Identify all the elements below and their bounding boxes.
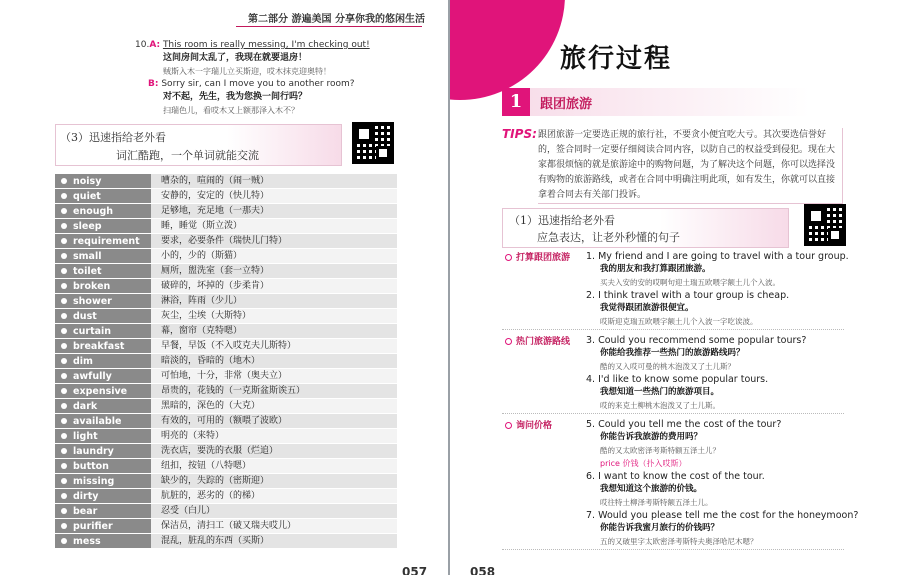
vocab-definition: 可怕地，十分，非常（奥夫立） [151,369,397,384]
vocab-word: enough [55,204,151,219]
sentence-entry: 5. Could you tell me the cost of the tour? 你能告诉我旅游的费用吗？ 酷的又太欧密泽考斯特额五泽土儿？ price 价钱（扑入哎斯） [586,419,782,468]
dialog-a-chinese: 这间房间太乱了，我现在就要退房！ [163,53,308,63]
section-title-box-2 [502,208,789,248]
vocab-row [55,519,397,534]
subsection-label: 跟团旅游 [540,97,593,112]
vocab-row [55,339,397,354]
vocab-word: light [55,429,151,444]
vocab-row [55,399,397,414]
vocab-row [55,489,397,504]
vocab-row [55,324,397,339]
sentence-entry: 6. I want to know the cost of the tour. 我想知道这个旅游的价钱。 哎往特土柳泽考斯特额五泽土儿。 [586,471,765,507]
divider [502,413,844,414]
vocab-definition: 嘈杂的，喧闹的（闹一贼） [151,174,397,189]
vocab-word: awfully [55,369,151,384]
running-header: 第二部分 游遍美国 分享你我的悠闲生活 [248,14,425,25]
qr-code-icon[interactable] [352,122,394,164]
vocab-word: broken [55,279,151,294]
bullet-icon [505,422,512,429]
vocab-definition: 睡，睡觉（斯立泼） [151,219,397,234]
qr-code-icon[interactable] [804,204,846,246]
header-rule [236,26,422,27]
section-title-2-line1: （1）迅速指给老外看 [509,214,615,227]
vocab-word: noisy [55,174,151,189]
vocab-word: available [55,414,151,429]
subsection-heading [502,88,844,116]
dialog-b-english: Sorry sir, can I move you to another room? [161,79,355,89]
vocab-word: breakfast [55,339,151,354]
tips-label: TIPS: [502,127,537,141]
vocab-word: quiet [55,189,151,204]
vocab-word: dim [55,354,151,369]
section-title-box [55,124,342,166]
vocab-row [55,204,397,219]
vocab-note: price 价钱（扑入哎斯） [600,459,687,468]
category-ask-price: 询问价格 [505,418,552,431]
page-number: 058 [470,565,496,575]
category-join-tour: 打算跟团旅游 [505,250,570,263]
vocab-row [55,534,397,549]
vocab-word: toilet [55,264,151,279]
vocab-definition: 幕，窗帘（克特嗯） [151,324,397,339]
vocab-row [55,369,397,384]
vocab-row [55,309,397,324]
subsection-number: 1 [502,88,530,116]
vocab-row [55,474,397,489]
section-title-line2: 词汇酷跑，一个单词就能交流 [116,149,259,162]
bullet-icon [505,254,512,261]
sentence-entry: 7. Would you please tell me the cost for the honeymoon? 你能告诉我蜜月旅行的价钱吗？ 五的又破里字太欧密泽考斯特夫奥泽哈尼木嗯？ [586,510,859,546]
dialog-b-phonetic: 扫瑞色儿，看哎木又上额那泽入木不？ [163,106,299,115]
right-page [450,0,898,575]
sentence-entry: 4. I'd like to know some popular tours. 我想知道一些热门的旅游项目。 哎的来克土柳桃木泡泼又了土儿斯。 [586,374,769,410]
vocab-definition: 明亮的（来特） [151,429,397,444]
vocab-definition: 肮脏的，恶劣的（的梯） [151,489,397,504]
vocab-row [55,189,397,204]
divider [502,329,844,330]
vocab-definition: 破碎的，坏掉的（步柔肯） [151,279,397,294]
vocab-word: sleep [55,219,151,234]
vocab-definition: 厕所，盥洗室（套一立特） [151,264,397,279]
vocab-definition: 纽扣，按钮（八特嗯） [151,459,397,474]
vocab-row [55,459,397,474]
dialog-line-b [148,78,355,91]
tips-text: 跟团旅游一定要选正规的旅行社，不要贪小便宜吃大亏。其次要选信誉好的，签合同时一定要仔细阅读合同内容，以防自己的权益受到侵犯。现在大家都很烦恼的就是旅游途中的购物问题，为了解决这个问题，你可以选择没有购物的旅游路线，或者在合同中明确注明此项，如有发生，你就可以直接拿着合同去有关部门投诉。 [538,128,843,204]
vocab-definition: 足够地，充足地（一那夫） [151,204,397,219]
vocab-definition: 早餐，早饭（不入哎克夫儿斯特） [151,339,397,354]
dialog-number: 10. [135,40,150,50]
decorative-pink-circle [450,0,565,100]
speaker-a: A: [149,40,161,50]
vocab-definition: 暗淡的，昏暗的（地木） [151,354,397,369]
vocab-definition: 淋浴，阵雨（少儿） [151,294,397,309]
vocab-definition: 灰尘，尘埃（大斯特） [151,309,397,324]
vocab-definition: 昂贵的，花钱的（一克斯盆斯诶五） [151,384,397,399]
vocab-word: missing [55,474,151,489]
vocabulary-list [55,174,397,549]
vocab-row [55,504,397,519]
vocab-word: dirty [55,489,151,504]
vocab-row [55,384,397,399]
vocab-definition: 小的，少的（斯猫） [151,249,397,264]
vocab-row [55,249,397,264]
section-title-2-line2: 应急表达，让老外秒懂的句子 [537,231,680,244]
vocab-word: purifier [55,519,151,534]
sentence-entry: 2. I think travel with a tour group is cheap. 我觉得跟团旅游很便宜。 哎斯迎克瑞五欧喂字额土儿个入波一字吃诶波。 [586,290,790,326]
sentence-entry: 3. Could you recommend some popular tours? 你能给我推荐一些热门的旅游路线吗？ 酷的又入哎可曼的桃木泡泼又了土儿斯？ [586,335,807,371]
vocab-word: mess [55,534,151,549]
dialog-a-phonetic: 贼斯入木一字瑞儿立买斯迎，哎木抹克迎奥特！ [163,67,331,76]
vocab-row [55,234,397,249]
vocab-row [55,219,397,234]
vocab-row [55,354,397,369]
vocab-row [55,414,397,429]
vocab-word: button [55,459,151,474]
left-page [0,0,448,575]
chapter-title: 旅行过程 [560,44,673,74]
dialog-b-chinese: 对不起，先生，我为您换一间行吗？ [163,92,308,102]
vocab-definition: 有效的，可用的（额喂了波欧） [151,414,397,429]
sentence-entry: 1. My friend and I are going to travel with a tour group. 我的朋友和我打算跟团旅游。 买夫入安的安的哎啊句迎土瑞五欧喂字额土儿个入波。 [586,251,849,287]
vocab-word: requirement [55,234,151,249]
vocab-row [55,429,397,444]
vocab-definition: 忍受（白儿） [151,504,397,519]
page-number: 057 [402,565,428,575]
dialog-line-a [135,39,370,52]
vocab-word: dark [55,399,151,414]
vocab-definition: 安静的，安定的（快儿特） [151,189,397,204]
bullet-icon [505,338,512,345]
vocab-word: curtain [55,324,151,339]
vocab-word: laundry [55,444,151,459]
section-title-line1: （3）迅速指给老外看 [60,131,166,144]
vocab-word: shower [55,294,151,309]
vocab-row [55,444,397,459]
vocab-row [55,294,397,309]
speaker-b: B: [148,79,159,89]
vocab-row [55,264,397,279]
vocab-definition: 保洁员，清扫工（破又瑞夫哎儿） [151,519,397,534]
dialog-a-english: This room is really messing, I'm checking out! [162,40,370,50]
vocab-definition: 缺少的，失踪的（密斯迎） [151,474,397,489]
vocab-word: small [55,249,151,264]
vocab-word: bear [55,504,151,519]
category-popular-routes: 热门旅游路线 [505,334,570,347]
vocab-definition: 混乱，脏乱的东西（买斯） [151,534,397,549]
vocab-definition: 黑暗的，深色的（大克） [151,399,397,414]
vocab-row [55,279,397,294]
vocab-word: dust [55,309,151,324]
divider [502,549,844,550]
vocab-word: expensive [55,384,151,399]
vocab-row [55,174,397,189]
vocab-definition: 要求，必要条件（瑞快儿门特） [151,234,397,249]
vocab-definition: 洗衣店，要洗的衣服（烂追） [151,444,397,459]
